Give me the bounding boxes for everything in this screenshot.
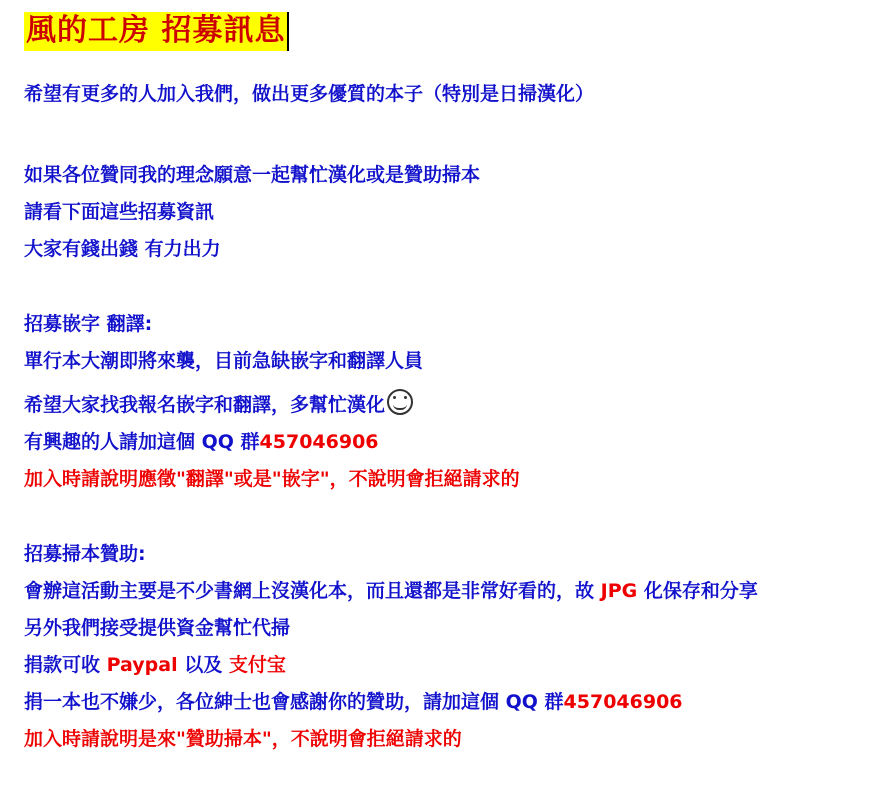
spacer — [24, 51, 890, 85]
sponsor-line-1 — [24, 579, 890, 602]
paypal-label: Paypal — [106, 653, 178, 676]
sponsor-qq-label: QQ 群 — [505, 690, 564, 713]
typeset-line-1: 單行本大潮即將來襲，目前急缺嵌字和翻譯人員 — [24, 349, 424, 372]
sponsor-qq-prefix: 捐一本也不嫌少，各位紳士也會感謝你的贊助，請加這個 — [24, 690, 506, 713]
donate-mid: 以及 — [177, 653, 229, 676]
typeset-qq-label: QQ 群 — [201, 430, 260, 453]
smiley-face-icon — [387, 389, 413, 415]
typeset-line-2 — [24, 389, 890, 415]
sponsor-qq-line — [24, 690, 890, 713]
donate-prefix: 捐款可收 — [24, 653, 107, 676]
typeset-warning: 加入時請說明應徵"翻譯"或是"嵌字"，不說明會拒絕請求的 — [24, 467, 520, 490]
typeset-line-2-text: 希望大家找我報名嵌字和翻譯，多幫忙漢化 — [24, 393, 386, 416]
spacer — [24, 104, 890, 138]
typeset-heading: 招募嵌字 翻譯: — [24, 312, 153, 335]
appeal-line-3: 大家有錢出錢 有力出力 — [24, 237, 221, 260]
typeset-qq-number: 457046906 — [259, 430, 379, 453]
spacer — [24, 259, 890, 293]
sponsor-jpg-label: JPG — [600, 579, 638, 602]
page-title: 風的工房 招募訊息 — [24, 12, 289, 51]
typeset-qq-prefix: 有興趣的人請加這個 — [24, 430, 202, 453]
appeal-line-1: 如果各位贊同我的理念願意一起幫忙漢化或是贊助掃本 — [24, 163, 481, 186]
typeset-qq-line — [24, 430, 890, 453]
spacer — [24, 523, 890, 545]
appeal-line-2: 請看下面這些招募資訊 — [24, 200, 215, 223]
sponsor-line-2: 另外我們接受提供資金幫忙代掃 — [24, 616, 291, 639]
spacer — [24, 489, 890, 523]
sponsor-line-1-a: 會辦這活動主要是不少書網上沒漢化本，而且還都是非常好看的，故 — [24, 579, 601, 602]
spacer — [24, 138, 890, 148]
sponsor-warning: 加入時請說明是來"贊助掃本"，不說明會拒絕請求的 — [24, 727, 462, 750]
sponsor-qq-number: 457046906 — [563, 690, 683, 713]
sponsor-heading: 招募掃本贊助: — [24, 542, 146, 565]
alipay-label: 支付宝 — [228, 653, 286, 676]
intro-line: 希望有更多的人加入我們，做出更多優質的本子（特別是日掃漢化） — [24, 82, 595, 105]
spacer — [24, 293, 890, 315]
sponsor-donate-line — [24, 653, 890, 676]
sponsor-line-1-b: 化保存和分享 — [637, 579, 758, 602]
